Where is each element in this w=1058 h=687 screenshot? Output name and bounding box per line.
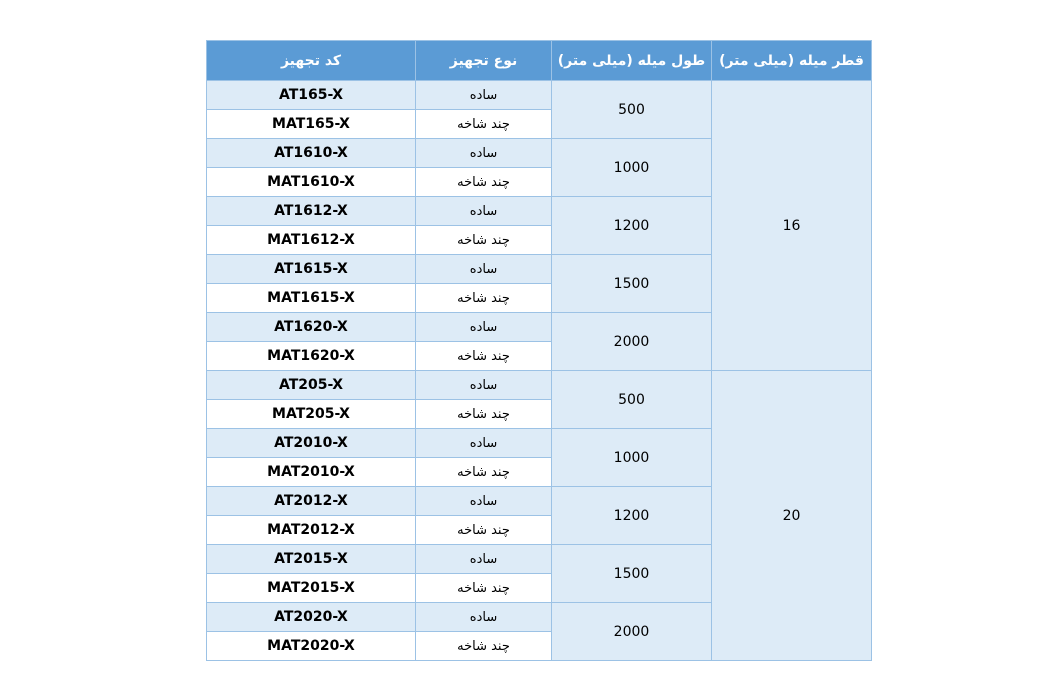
equipment-type: چند شاخه [416,458,552,487]
equipment-type: چند شاخه [416,110,552,139]
rod-length: 1000 [552,139,712,197]
rod-diameter: 16 [712,81,872,371]
equipment-code: MAT1612-X [207,226,416,255]
equipment-type: ساده [416,81,552,110]
header-type: نوع تجهیز [416,41,552,81]
equipment-type: چند شاخه [416,574,552,603]
header-diameter: قطر میله (میلی متر) [712,41,872,81]
equipment-code: AT2020-X [207,603,416,632]
equipment-code: AT2015-X [207,545,416,574]
rod-length: 1200 [552,197,712,255]
equipment-code: MAT205-X [207,400,416,429]
equipment-code: MAT2012-X [207,516,416,545]
equipment-code: AT205-X [207,371,416,400]
equipment-type: ساده [416,603,552,632]
equipment-type: چند شاخه [416,516,552,545]
rod-diameter: 20 [712,371,872,661]
equipment-type: ساده [416,371,552,400]
rod-length: 1500 [552,545,712,603]
equipment-type: ساده [416,545,552,574]
equipment-type: چند شاخه [416,284,552,313]
equipment-type: چند شاخه [416,400,552,429]
equipment-code: AT1612-X [207,197,416,226]
equipment-code: MAT1610-X [207,168,416,197]
rod-length: 2000 [552,603,712,661]
rod-length: 1500 [552,255,712,313]
equipment-code: AT2012-X [207,487,416,516]
table-body [207,81,872,661]
table-row [207,81,872,110]
equipment-type: چند شاخه [416,226,552,255]
spec-table [206,40,872,661]
rod-length: 2000 [552,313,712,371]
header-code: کد تجهیز [207,41,416,81]
equipment-type: ساده [416,429,552,458]
equipment-type: ساده [416,139,552,168]
equipment-code: MAT1620-X [207,342,416,371]
equipment-code: AT1610-X [207,139,416,168]
equipment-code: MAT2010-X [207,458,416,487]
rod-length: 1200 [552,487,712,545]
equipment-type: چند شاخه [416,632,552,661]
equipment-code: MAT165-X [207,110,416,139]
equipment-type: چند شاخه [416,342,552,371]
equipment-code: MAT2020-X [207,632,416,661]
equipment-code: MAT1615-X [207,284,416,313]
header-row [207,41,872,81]
equipment-code: AT2010-X [207,429,416,458]
equipment-type: ساده [416,487,552,516]
header-length: طول میله (میلی متر) [552,41,712,81]
equipment-code: MAT2015-X [207,574,416,603]
equipment-type: چند شاخه [416,168,552,197]
rod-length: 500 [552,371,712,429]
equipment-code: AT1620-X [207,313,416,342]
equipment-type: ساده [416,197,552,226]
equipment-type: ساده [416,313,552,342]
equipment-code: AT1615-X [207,255,416,284]
table-row [207,371,872,400]
equipment-code: AT165-X [207,81,416,110]
equipment-type: ساده [416,255,552,284]
rod-length: 500 [552,81,712,139]
rod-length: 1000 [552,429,712,487]
